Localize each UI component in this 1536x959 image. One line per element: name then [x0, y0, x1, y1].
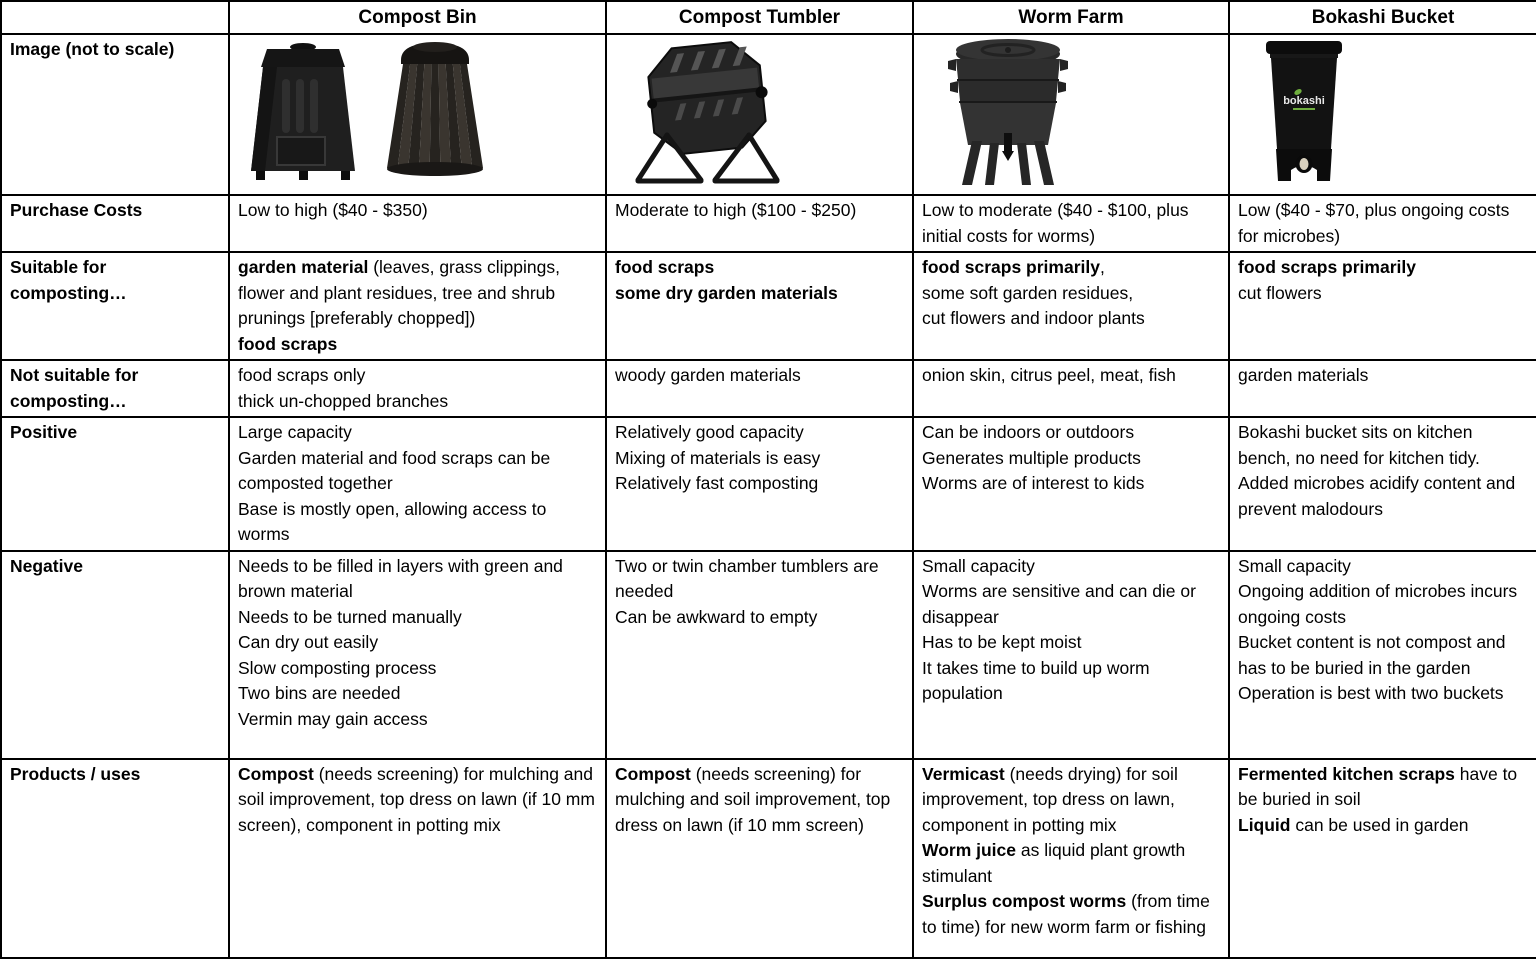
cell-products-compost-tumbler	[606, 759, 913, 959]
bold-text-segment: food scraps primarily	[922, 257, 1100, 277]
text-segment: Small capacity	[922, 555, 1035, 576]
text-segment: Low to high ($40 - $350)	[238, 200, 428, 220]
text-line	[238, 363, 596, 389]
text-line	[238, 198, 596, 224]
text-line	[615, 420, 903, 446]
text-segment: (needs screening) for mulching and soil improvement, top dress on lawn (if 10 mm screen)	[615, 763, 891, 835]
text-segment: Moderate to high ($100 - $250)	[615, 200, 857, 220]
text-segment: (leaves, grass clippings, flower and plant residues, tree and shrub prunings [preferably chopped])	[238, 257, 560, 328]
bokashi-bucket-image	[1244, 37, 1364, 187]
text-segment: have to be buried in soil	[1238, 763, 1518, 809]
bold-text-segment: some dry garden materials	[615, 282, 838, 303]
bold-text-segment: food scraps	[615, 257, 715, 277]
cell-purchase-costs-compost-tumbler	[606, 195, 913, 252]
cell-image-bokashi-bucket	[1229, 34, 1536, 195]
text-segment: woody garden materials	[615, 365, 801, 385]
text-segment: Can be awkward to empty	[615, 606, 818, 627]
cell-suitable-bokashi-bucket	[1229, 252, 1536, 360]
text-line	[1238, 554, 1527, 580]
text-line	[1238, 255, 1527, 281]
text-line	[615, 605, 903, 631]
cell-not-suitable-compost-bin	[229, 360, 606, 417]
text-line	[922, 656, 1219, 707]
text-segment: thick un-chopped branches	[238, 390, 449, 411]
text-line	[615, 446, 903, 472]
bold-text-segment: Vermicast	[922, 763, 1005, 784]
bokashi-logo-text: bokashi	[1283, 95, 1325, 107]
cell-negative-bokashi-bucket	[1229, 551, 1536, 759]
bold-text-segment: garden material	[238, 257, 369, 277]
text-segment: can be used in garden	[1290, 814, 1469, 835]
text-segment: (from time to time) for new worm farm or fishing	[922, 891, 1210, 937]
column-header-compost-bin: Compost Bin	[229, 1, 606, 34]
text-line	[238, 554, 596, 605]
text-line	[238, 497, 596, 548]
cell-purchase-costs-worm-farm	[913, 195, 1229, 252]
compost-bin-round-image	[379, 37, 491, 183]
bold-text-segment: Fermented kitchen scraps	[1238, 763, 1455, 784]
row-label-products: Products / uses	[1, 759, 229, 959]
text-segment: Mixing of materials is easy	[615, 447, 821, 468]
text-line	[615, 762, 903, 839]
text-segment: as liquid plant growth stimulant	[922, 840, 1186, 886]
text-segment: Relatively good capacity	[615, 422, 804, 442]
row-label-not-suitable: Not suitable for composting…	[1, 360, 229, 417]
text-line	[922, 281, 1219, 307]
text-line	[615, 471, 903, 497]
bold-text-segment: Surplus compost worms	[922, 891, 1127, 911]
cell-positive-compost-tumbler	[606, 417, 913, 551]
cell-not-suitable-worm-farm	[913, 360, 1229, 417]
table-row-purchase-costs	[1, 195, 1536, 252]
cell-negative-compost-bin	[229, 551, 606, 759]
cell-positive-bokashi-bucket	[1229, 417, 1536, 551]
text-segment: Ongoing addition of microbes incurs ongoing costs	[1238, 581, 1518, 627]
text-segment: Generates multiple products	[922, 447, 1141, 468]
bold-text-segment: Compost	[238, 763, 314, 784]
text-segment: Bucket content is not compost and has to be buried in the garden	[1238, 632, 1506, 678]
bold-text-segment: Liquid	[1238, 814, 1291, 835]
table-body	[1, 34, 1536, 958]
text-segment: Relatively fast composting	[615, 473, 819, 493]
cell-products-bokashi-bucket	[1229, 759, 1536, 959]
text-segment: Needs to be filled in layers with green and brown material	[238, 555, 563, 601]
text-line	[922, 889, 1219, 940]
text-segment: Large capacity	[238, 422, 352, 442]
text-segment: Needs to be turned manually	[238, 606, 462, 627]
cell-positive-worm-farm	[913, 417, 1229, 551]
text-segment: Two or twin chamber tumblers are needed	[615, 555, 879, 601]
compost-bin-square-image	[244, 37, 362, 183]
text-line	[615, 554, 903, 605]
text-line	[922, 838, 1219, 889]
corner-cell	[1, 1, 229, 34]
text-segment: Low ($40 - $70, plus ongoing costs for microbes)	[1238, 200, 1510, 246]
cell-products-compost-bin	[229, 759, 606, 959]
text-segment: Has to be kept moist	[922, 632, 1082, 652]
text-line	[1238, 813, 1527, 839]
row-label-purchase-costs: Purchase Costs	[1, 195, 229, 252]
cell-suitable-worm-farm	[913, 252, 1229, 360]
text-line	[238, 255, 596, 332]
text-segment: Slow composting process	[238, 657, 437, 678]
cell-negative-worm-farm	[913, 551, 1229, 759]
text-line	[1238, 762, 1527, 813]
text-line	[1238, 681, 1527, 707]
compost-tumbler-image	[621, 37, 793, 187]
text-line	[1238, 198, 1527, 249]
text-segment: (needs screening) for mulching and soil improvement, top dress on lawn (if 10 mm screen), component in potting mix	[238, 763, 595, 835]
text-line	[1238, 420, 1527, 522]
text-line	[922, 363, 1219, 389]
table-row-image	[1, 34, 1536, 195]
text-segment: Vermin may gain access	[238, 708, 428, 729]
text-segment: Bokashi bucket sits on kitchen bench, no need for kitchen tidy. Added microbes acidify content and prevent malodours	[1238, 422, 1516, 519]
cell-image-compost-bin	[229, 34, 606, 195]
bold-text-segment: Compost	[615, 763, 691, 784]
text-line	[238, 681, 596, 707]
text-segment: some soft garden residues,	[922, 282, 1134, 303]
text-line	[922, 255, 1219, 281]
text-line	[615, 363, 903, 389]
text-line	[922, 762, 1219, 839]
table-row-negative	[1, 551, 1536, 759]
text-segment: Garden material and food scraps can be composted together	[238, 447, 551, 493]
text-segment: onion skin, citrus peel, meat, fish	[922, 365, 1176, 385]
text-line	[1238, 579, 1527, 630]
bold-text-segment: Worm juice	[922, 840, 1017, 860]
text-segment: Worms are sensitive and can die or disappear	[922, 581, 1196, 627]
cell-products-worm-farm	[913, 759, 1229, 959]
text-line	[238, 446, 596, 497]
text-segment: Two bins are needed	[238, 683, 401, 703]
text-line	[615, 255, 903, 281]
bold-text-segment: food scraps primarily	[1238, 257, 1416, 277]
text-line	[1238, 630, 1527, 681]
cell-purchase-costs-compost-bin	[229, 195, 606, 252]
text-segment: It takes time to build up worm population	[922, 657, 1150, 703]
text-segment: cut flowers and indoor plants	[922, 308, 1145, 328]
row-label-negative: Negative	[1, 551, 229, 759]
text-segment: Can be indoors or outdoors	[922, 422, 1135, 442]
cell-image-worm-farm	[913, 34, 1229, 195]
text-line	[922, 446, 1219, 472]
cell-not-suitable-bokashi-bucket	[1229, 360, 1536, 417]
column-header-compost-tumbler: Compost Tumbler	[606, 1, 913, 34]
table-row-positive	[1, 417, 1536, 551]
text-segment: food scraps only	[238, 365, 366, 385]
text-line	[238, 656, 596, 682]
row-label-suitable: Suitable for composting…	[1, 252, 229, 360]
cell-purchase-costs-bokashi-bucket	[1229, 195, 1536, 252]
text-line	[615, 198, 903, 224]
table-row-not-suitable	[1, 360, 1536, 417]
row-label-positive: Positive	[1, 417, 229, 551]
column-header-bokashi-bucket: Bokashi Bucket	[1229, 1, 1536, 34]
column-header-worm-farm: Worm Farm	[913, 1, 1229, 34]
text-segment: Base is mostly open, allowing access to worms	[238, 498, 547, 544]
cell-suitable-compost-bin	[229, 252, 606, 360]
text-segment: ,	[1099, 257, 1105, 277]
table-header	[1, 1, 1536, 34]
text-line	[922, 630, 1219, 656]
cell-positive-compost-bin	[229, 417, 606, 551]
text-line	[1238, 281, 1527, 307]
text-line	[238, 707, 596, 733]
worm-farm-image	[928, 37, 1088, 187]
text-line	[1238, 363, 1527, 389]
table-row-products	[1, 759, 1536, 959]
bold-text-segment: food scraps	[238, 333, 338, 354]
text-line	[922, 554, 1219, 580]
text-line	[238, 389, 596, 415]
text-line	[922, 471, 1219, 497]
cell-not-suitable-compost-tumbler	[606, 360, 913, 417]
text-segment: garden materials	[1238, 365, 1369, 385]
text-segment: Small capacity	[1238, 555, 1351, 576]
text-line	[922, 198, 1219, 249]
text-line	[922, 306, 1219, 332]
row-label-image: Image (not to scale)	[1, 34, 229, 195]
text-line	[238, 762, 596, 839]
cell-image-compost-tumbler	[606, 34, 913, 195]
table-row-suitable	[1, 252, 1536, 360]
text-line	[238, 630, 596, 656]
cell-suitable-compost-tumbler	[606, 252, 913, 360]
text-line	[922, 579, 1219, 630]
text-segment: Worms are of interest to kids	[922, 473, 1145, 493]
text-segment: Can dry out easily	[238, 632, 379, 652]
text-line	[238, 605, 596, 631]
text-line	[238, 420, 596, 446]
text-line	[615, 281, 903, 307]
cell-negative-compost-tumbler	[606, 551, 913, 759]
text-segment: Operation is best with two buckets	[1238, 683, 1504, 703]
text-segment: Low to moderate ($40 - $100, plus initial costs for worms)	[922, 200, 1189, 246]
text-line	[922, 420, 1219, 446]
text-segment: cut flowers	[1238, 282, 1322, 303]
text-segment: (needs drying) for soil improvement, top dress on lawn, component in potting mix	[922, 763, 1178, 835]
text-line	[238, 332, 596, 358]
